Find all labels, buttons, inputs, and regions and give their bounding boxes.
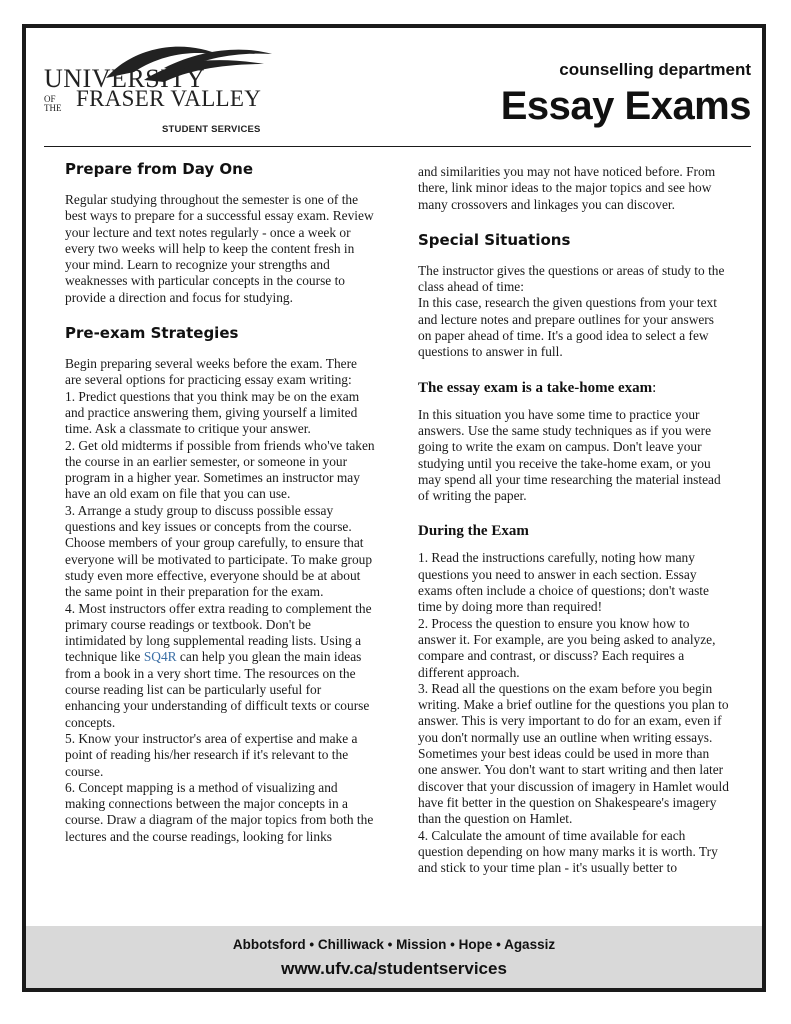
- special-line-1: The instructor gives the questions or areas of study to the class ahead of time:: [418, 262, 725, 295]
- continued-paragraph: and similarities you may not have noticed before. From there, link minor ideas to the major topics and see how many crossovers and linkages you can discover.: [418, 164, 716, 212]
- right-column: [418, 164, 730, 876]
- takehome-heading-colon: :: [652, 379, 657, 396]
- during-item-3: 3. Read all the questions on the exam before you begin writing. Make a brief outline for the questions you plan to answer. This is very important to do for an exam, even if you don't normally use an outline when writing essays. Sometimes your best ideas could be used in more than one answer. You don't want to start writing and then later discover that your discussion of imagery in Hamlet would have fit better in the question on Shakespeare's imagery than the question on Hamlet.: [418, 680, 729, 827]
- ufv-logo: [44, 42, 284, 142]
- footer-band: [26, 926, 762, 988]
- left-column: [65, 160, 375, 845]
- during-item-4: 4. Calculate the amount of time available for each question depending on how many marks it is worth. Try and stick to your time plan - it's usually better to: [418, 827, 718, 876]
- preexam-item-3: 3. Arrange a study group to discuss possible essay questions and key issues or concepts from the course. Choose members of your group carefully, to ensure that everyone will be motivated to participate. To make group study even more effective, everyone should be at about the same point in their preparation for the exam.: [65, 502, 373, 600]
- section-heading-during: During the Exam: [418, 523, 529, 540]
- page-title: Essay Exams: [500, 84, 751, 128]
- prepare-paragraph: Regular studying throughout the semester is one of the best ways to prepare for a successful essay exam. Review your lecture and text notes regularly - once a week or every two weeks will help to keep the content fresh in your mind. Learn to recognize your strengths and weaknesses with particular concepts in the course to provide a direction and focus for studying.: [65, 192, 374, 305]
- preexam-intro: Begin preparing several weeks before the exam. There are several options for practicing essay exam writing:: [65, 356, 357, 388]
- logo-of-the-text: OF THE: [44, 94, 62, 113]
- preexam-item-4-text-b: can help you glean the main ideas from a book in a very short time. The resources on the course reading list can be particularly useful for enhancing your understanding of difficult texts or course concepts.: [65, 649, 370, 730]
- logo-fraser-valley-text: FRASER VALLEY: [76, 86, 262, 111]
- preexam-item-4: [65, 601, 375, 731]
- section-heading-special: Special Situations: [418, 230, 571, 249]
- special-line-2: In this case, research the given questions from your text and lecture notes and prepare outlines for your answers on paper ahead of time. It's a good idea to select a few questions to answer in full.: [418, 295, 717, 360]
- sq4r-link[interactable]: SQ4R: [143, 649, 177, 665]
- footer-locations: Abbotsford • Chilliwack • Mission • Hope • Agassiz: [232, 937, 556, 952]
- during-item-1: 1. Read the instructions carefully, noting how many questions you need to answer in each section. Essay exams often include a choice of questions; don't waste time by doing more than required!: [418, 550, 709, 615]
- logo-university-text: UNIVERSITY: [44, 64, 205, 93]
- preexam-item-6: 6. Concept mapping is a method of visualizing and making connections between the major concepts in a course. Draw a diagram of the major topics from both the lectures and the course readings, looking for links: [65, 779, 374, 844]
- during-item-2: 2. Process the question to ensure you know how to answer it. For example, are you being asked to analyze, compare and contrast, or discuss? Each requires a different approach.: [418, 615, 716, 680]
- preexam-item-1: 1. Predict questions that you think may be on the exam and practice answering them, giving yourself a limited time. Ask a classmate to critique your answer.: [65, 388, 360, 437]
- footer-url[interactable]: www.ufv.ca/studentservices: [281, 959, 507, 978]
- preexam-item-4-text-a: 4. Most instructors offer extra reading to complement the primary course readings or textbook. Don't be intimidated by long supplemental reading lists. Using a technique like: [65, 600, 372, 665]
- section-heading-preexam: Pre-exam Strategies: [65, 324, 239, 343]
- takehome-heading-text: The essay exam is a take-home exam: [418, 379, 653, 396]
- takehome-paragraph: In this situation you have some time to practice your answers. Use the same study techniques as if you were going to write the exam on campus. Don't leave your studying until you receive the take-home exam, or you may spend all your time researching the material instead of writing the paper.: [418, 406, 721, 504]
- preexam-item-5: 5. Know your instructor's area of expertise and make a point of reading his/her research if it's relevant to the course.: [65, 730, 358, 779]
- section-heading-takehome: [418, 379, 730, 397]
- department-label: counselling department: [559, 60, 751, 79]
- preexam-item-2: 2. Get old midterms if possible from friends who've taken the course in an earlier semester, or someone in your program in a higher year. Sometimes an instructor may have an old exam on file that you can use.: [65, 437, 375, 502]
- logo-student-services-text: STUDENT SERVICES: [162, 124, 261, 135]
- header-divider: [44, 146, 751, 147]
- section-heading-prepare: Prepare from Day One: [65, 160, 254, 178]
